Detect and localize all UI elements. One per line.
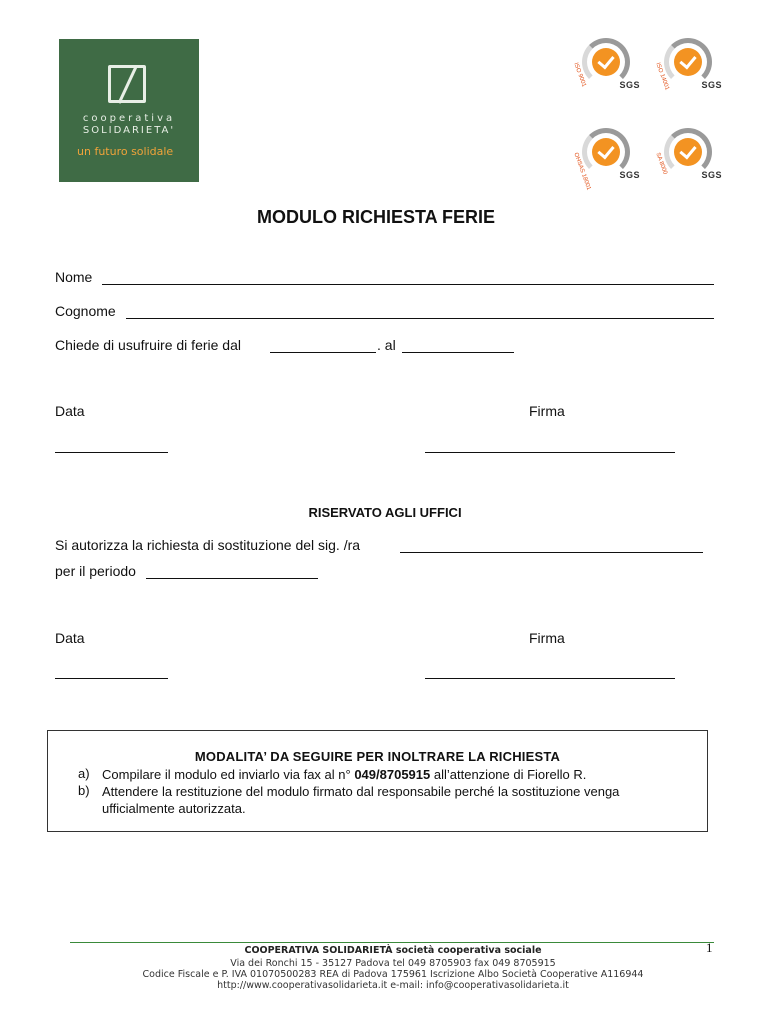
check-icon bbox=[674, 48, 702, 76]
instruction-key: b) bbox=[78, 783, 90, 798]
ferie-label: Chiede di usufruire di ferie dal bbox=[55, 337, 241, 353]
certification-badge-iso14001 bbox=[654, 36, 722, 92]
footer-divider bbox=[70, 942, 714, 943]
instructions-box bbox=[47, 730, 708, 832]
cert-brand: SGS bbox=[619, 80, 640, 90]
cert-brand: SGS bbox=[619, 170, 640, 180]
footer-org: COOPERATIVA SOLIDARIETÀ società cooperativa sociale bbox=[244, 945, 542, 956]
cert-brand: SGS bbox=[701, 80, 722, 90]
firma-field[interactable] bbox=[425, 452, 675, 453]
sostituto-field[interactable] bbox=[400, 552, 703, 553]
cert-label: ISO 9001 bbox=[572, 62, 587, 88]
periodo-field[interactable] bbox=[146, 578, 318, 579]
certification-badge-iso9001 bbox=[572, 36, 640, 92]
logo-tagline: un futuro solidale bbox=[77, 145, 174, 158]
cert-brand: SGS bbox=[701, 170, 722, 180]
document-title: MODULO RICHIESTA FERIE bbox=[257, 207, 495, 227]
instruction-text: Attendere la restituzione del modulo firmato dal responsabile perché la sostituzione venga ufficialmente autorizzata. bbox=[102, 784, 620, 816]
footer-web: http://www.cooperativasolidarieta.it e-mail: info@cooperativasolidarieta.it bbox=[217, 980, 569, 991]
cert-label: ISO 14001 bbox=[654, 62, 670, 92]
company-logo bbox=[59, 39, 199, 182]
footer-legal: Codice Fiscale e P. IVA 01070500283 REA di Padova 175961 Iscrizione Albo Società Cooperative A116944 bbox=[142, 969, 644, 980]
uffici-firma-label: Firma bbox=[529, 630, 565, 646]
certification-badge-sa8000 bbox=[654, 126, 722, 182]
page-number: 1 bbox=[706, 940, 713, 955]
firma-label: Firma bbox=[529, 403, 565, 419]
check-icon bbox=[674, 138, 702, 166]
uffici-title: RISERVATO AGLI UFFICI bbox=[308, 505, 462, 520]
nome-field[interactable] bbox=[102, 284, 714, 285]
cert-label: OHSAS 18001 bbox=[572, 152, 592, 192]
instruction-key: a) bbox=[78, 766, 90, 781]
uffici-data-field[interactable] bbox=[55, 678, 168, 679]
certification-badge-ohsas18001 bbox=[572, 126, 640, 192]
data-label: Data bbox=[55, 403, 85, 419]
ferie-al-field[interactable] bbox=[402, 352, 514, 353]
cognome-label: Cognome bbox=[55, 303, 116, 319]
ferie-dal-field[interactable] bbox=[270, 352, 376, 353]
logo-text-line2: SOLIDARIETA' bbox=[82, 125, 176, 136]
cognome-field[interactable] bbox=[126, 318, 714, 319]
uffici-firma-field[interactable] bbox=[425, 678, 675, 679]
footer-address: Via dei Ronchi 15 - 35127 Padova tel 049 8705903 fax 049 8705915 bbox=[230, 958, 556, 969]
data-field[interactable] bbox=[55, 452, 168, 453]
cert-label: SA 8000 bbox=[654, 152, 668, 176]
check-icon bbox=[592, 48, 620, 76]
fax-number: 049/8705915 bbox=[354, 767, 431, 782]
autorizza-label: Si autorizza la richiesta di sostituzione del sig. /ra bbox=[55, 537, 361, 553]
nome-label: Nome bbox=[55, 269, 93, 285]
ferie-al-label: . al bbox=[377, 337, 396, 353]
instruction-text-pre: Compilare il modulo ed inviarlo via fax al n° bbox=[102, 767, 351, 782]
instruction-text-post: all’attenzione di Fiorello R. bbox=[433, 767, 587, 782]
instructions-title: MODALITA’ DA SEGUIRE PER INOLTRARE LA RICHIESTA bbox=[194, 749, 561, 764]
uffici-data-label: Data bbox=[55, 630, 85, 646]
logo-text-line1: cooperativa bbox=[82, 113, 176, 124]
logo-mark-icon bbox=[108, 65, 146, 103]
check-icon bbox=[592, 138, 620, 166]
periodo-label: per il periodo bbox=[55, 563, 136, 579]
